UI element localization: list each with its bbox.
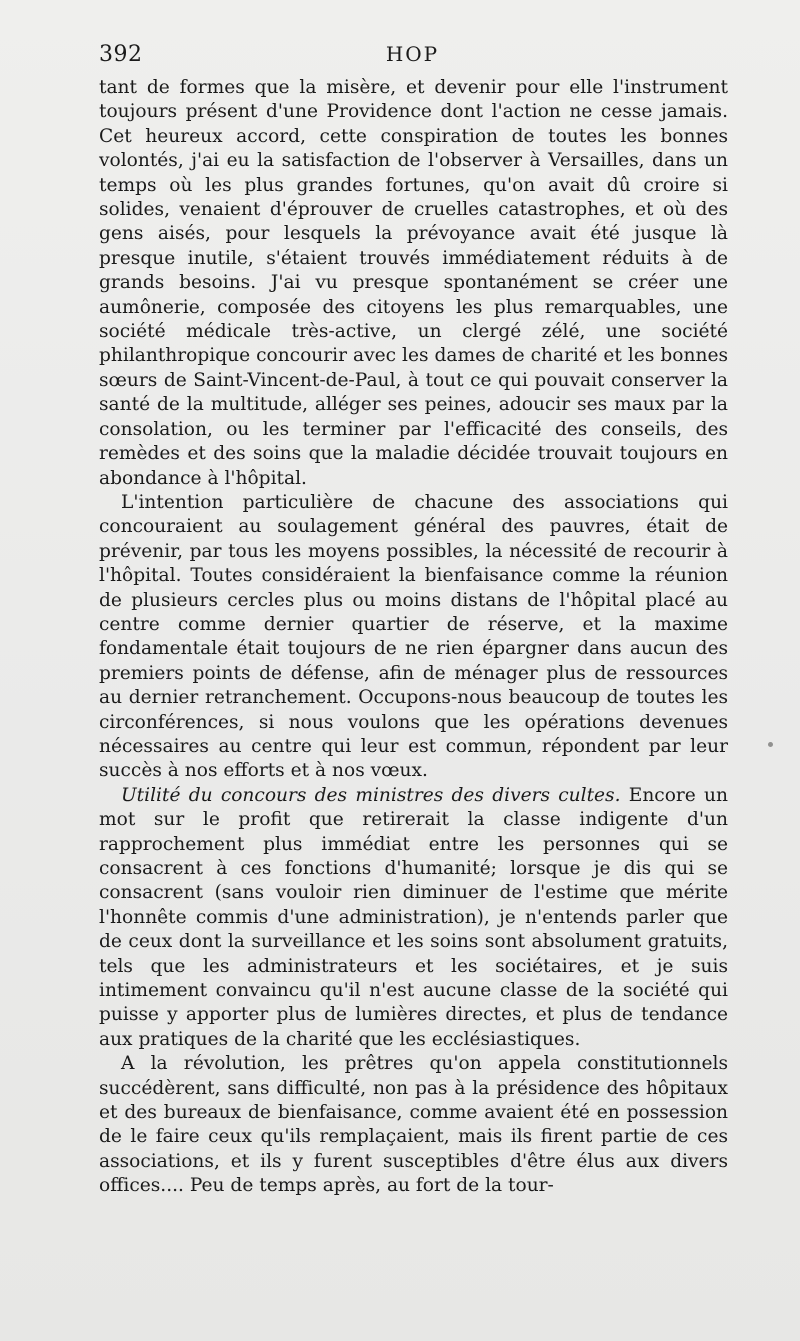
running-head: HOP xyxy=(385,42,440,66)
paragraph-associations: L'intention particulière de chacune des associations qui concouraient au soulagement général des pauvres, était de prévenir, par tous les moyens possibles, la nécessité de recourir à l'hôpital. Toutes considéraient la bienfaisance comme la réunion de plusieurs cercles plus ou moins distans de l'hôpital placé au centre comme dernier quartier de réserve, et la maxime fondamentale était toujours de ne rien épargner dans aucun des premiers points de défense, afin de ménager plus de ressources au dernier retranchement. Occupons-nous beaucoup de toutes les circonférences, si nous voulons que les opérations devenues nécessaires au centre qui leur est commun, répondent par leur succès à nos efforts et à nos vœux. xyxy=(99,491,728,782)
paragraph-cultes-text: Encore un mot sur le profit que retirerait la classe indigente d'un rapprochement plus immédiat entre les personnes qui se consacrent à ces fonctions d'humanité; lorsque je dis qui se consacrent (sans vouloir rien diminuer de l'estime que mérite l'honnête commis d'une administration), je n'entends parler que de ceux dont la surveillance et les soins sont absolument gratuits, tels que les administrateurs et les sociétaires, et je suis intimement convaincu qu'il n'est aucune classe de la société qui puisse y apporter plus de lumières directes, et plus de tendance aux pratiques de la charité que les ecclésiastiques. xyxy=(99,784,728,1050)
ink-spot xyxy=(768,742,773,747)
paragraph-cultes xyxy=(99,784,728,1052)
page-header xyxy=(99,40,726,74)
body-text xyxy=(99,76,728,1199)
section-title: Utilité du concours des ministres des divers cultes. xyxy=(121,784,621,806)
paragraph-revolution: A la révolution, les prêtres qu'on appela constitutionnels succédèrent, sans difficulté, non pas à la présidence des hôpitaux et des bureaux de bienfaisance, comme avaient été en possession de le faire ceux qu'ils remplaçaient, mais ils firent partie de ces associations, et ils y furent susceptibles d'être élus aux divers offices.... Peu de temps après, au fort de la tour- xyxy=(99,1053,728,1197)
paragraph-continuation: tant de formes que la misère, et devenir pour elle l'instrument toujours présent d'une Providence dont l'action ne cesse jamais. Cet heureux accord, cette conspiration de toutes les bonnes volontés, j'ai eu la satisfaction de l'observer à Versailles, dans un temps où les plus grandes fortunes, qu'on avait dû croire si solides, venaient d'éprouver de cruelles catastrophes, et où des gens aisés, pour lesquels la prévoyance avait été jusque là presque inutile, s'étaient trouvés immédiatement réduits à de grands besoins. J'ai vu presque spontanément se créer une aumônerie, composée des citoyens les plus remarquables, une société médicale très-active, un clergé zélé, une société philanthropique concourir avec les dames de charité et les bonnes sœurs de Saint-Vincent-de-Paul, à tout ce qui pouvait conserver la santé de la multitude, alléger ses peines, adoucir ses maux par la consolation, ou les terminer par l'efficacité des conseils, des remèdes et des soins que la maladie décidée trouvait toujours en abondance à l'hôpital. xyxy=(99,77,728,489)
page-number: 392 xyxy=(99,42,143,67)
